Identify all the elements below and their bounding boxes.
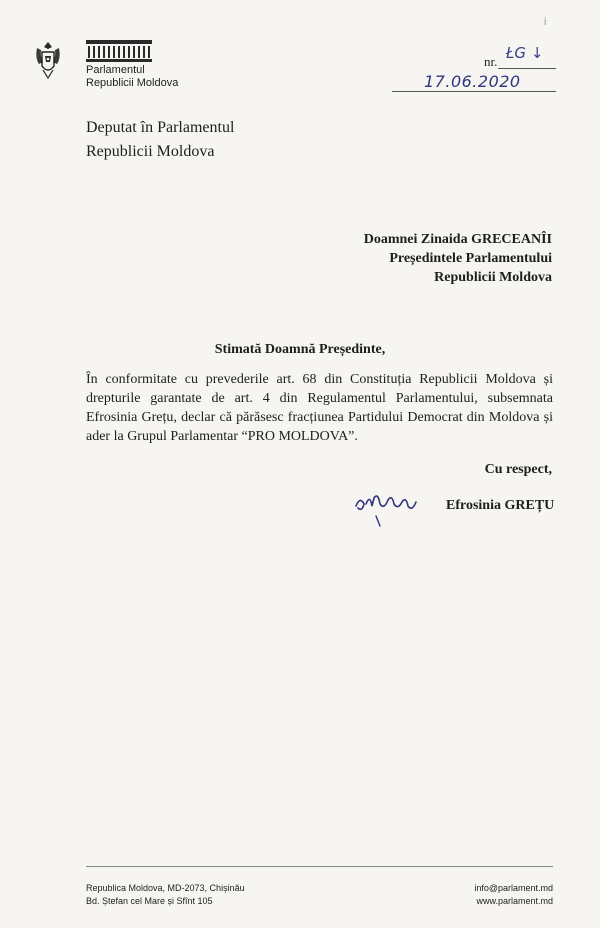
footer-contact: [474, 882, 553, 908]
institution-name: [86, 64, 178, 90]
sender-line: Republicii Moldova: [86, 143, 215, 160]
recipient-line: Republicii Moldova: [434, 270, 552, 285]
registration-number-handwritten: ŁG ↓: [506, 44, 544, 62]
footer-address-line: Bd. Ștefan cel Mare și Sfînt 105: [86, 896, 213, 906]
footer-website[interactable]: www.parlament.md: [476, 896, 553, 906]
institution-line: Parlamentul: [86, 64, 145, 76]
letter-body: În conformitate cu prevederile art. 68 din Constituția Republicii Moldova și drepturile garantate de art. 4 din Regulamentul Parlamentului, subsemnata Efrosinia Grețu, declar că părăsesc fracțiunea Partidului Democrat din Moldova și ader la Grupul Parlamentar “PRO MOLDOVA”.: [86, 372, 553, 444]
parliament-building-icon: [86, 40, 152, 62]
sender-line: Deputat în Parlamentul: [86, 119, 235, 136]
footer-divider: [86, 866, 553, 867]
footer-address-line: Republica Moldova, MD-2073, Chișinău: [86, 883, 245, 893]
salutation: Stimată Doamnă Președinte,: [214, 342, 386, 357]
recipient-line: Președintele Parlamentului: [389, 251, 552, 266]
footer-email[interactable]: info@parlament.md: [474, 883, 553, 893]
sender-block: [86, 116, 234, 164]
institution-line: Republicii Moldova: [86, 77, 179, 89]
handwritten-signature: [350, 484, 430, 532]
registration-number-line: [498, 68, 556, 69]
date-handwritten: 17.06.2020: [424, 72, 521, 91]
coat-of-arms-icon: [34, 40, 62, 82]
closing: Cu respect,: [484, 462, 552, 477]
footer-address: [86, 882, 245, 908]
corner-mark: i: [544, 16, 547, 28]
date-line: [392, 91, 556, 92]
recipient-line: Doamnei Zinaida GRECEANÎI: [363, 232, 552, 247]
recipient-block: [364, 230, 552, 287]
signer-name: Efrosinia GREȚU: [446, 498, 555, 513]
registration-number-label: nr.: [484, 54, 498, 69]
